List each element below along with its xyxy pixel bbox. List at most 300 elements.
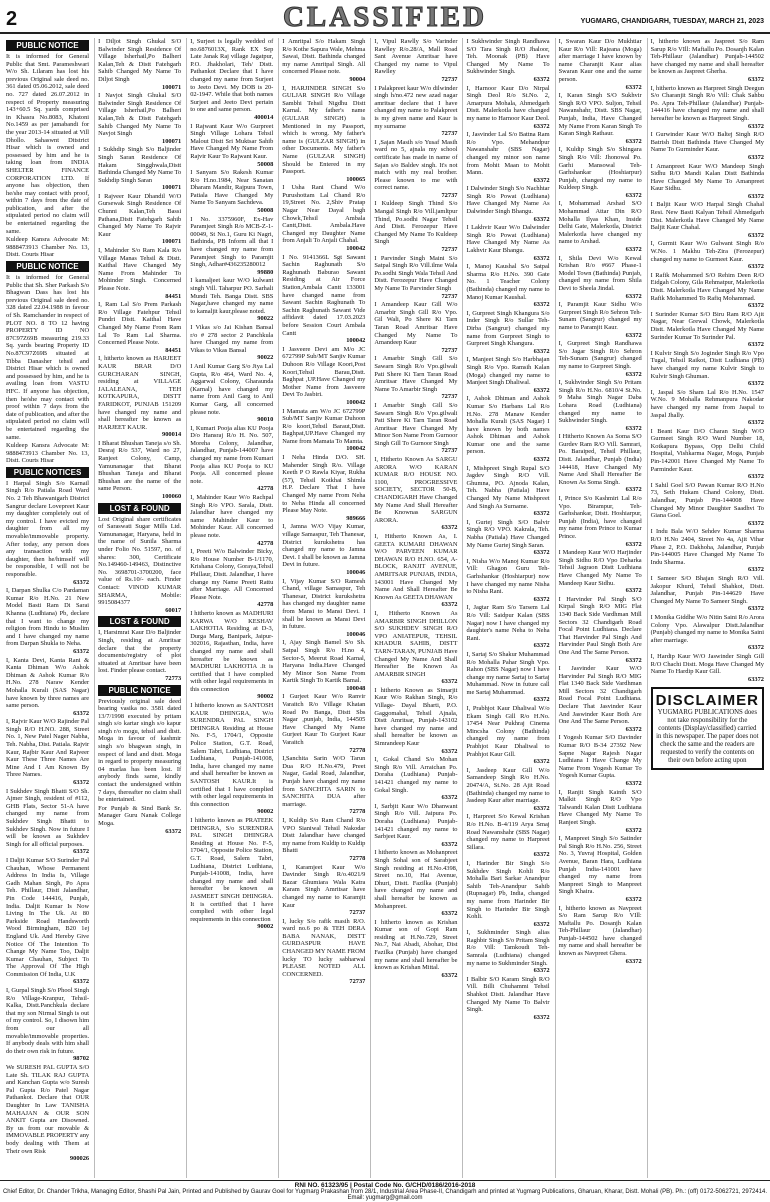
classified-ad — [559, 905, 642, 966]
ad-text: I Parvinder Singh Maini S/o Satpal Singh R/o Vill.ilme Wala Po.sodhi Singh Wala Tehsil And Distt. Ferozepur Have Changed My Name To Parvinder Singh — [374, 254, 458, 292]
column-2 — [94, 38, 181, 1178]
ad-text: I Monika Giddhe W/o Nitin Saini R/o Arora Colony Vpo. Alawalpur Distt.Jalandhar (Punjab) changed my name to Monika Saini after marriage. — [650, 613, 764, 644]
ad-code: 60017 — [165, 606, 182, 614]
classified-ad — [374, 756, 457, 802]
ad-text: I Anil Kumar Garg S/o Jiya Lal Gupta, R/o 464, Ward No. 4, Aggarwal Colony, Gharaunda (Karnal) have changed my name from Anil Garg to Anil Kumar Garg, all concerned please note. — [190, 362, 274, 416]
classified-ad — [282, 639, 365, 692]
column-3 — [186, 38, 273, 1178]
ad-code: 63372 — [533, 176, 550, 184]
imprint-line: Chief Editor, Dr. Chander Trikha, Managing Editor, Shashi Pal Jain, Printed and Published by Gaurav Goel for Yugmarg Prakashan from 28/1, Industrial Area Phase-II, Chandigarh and printed at Yugmarg Publications, Gharuan, Kharar, Distt. Mohali (PB). Ph.: (off) 0172-5062721, 2972414. Email: yugmarg@gmail.com — [2, 1189, 768, 1201]
ad-code: 90002 — [257, 923, 274, 931]
classified-ad — [374, 533, 457, 609]
classified-ad — [651, 528, 764, 574]
ad-text: I, Kumari Pooja alias KU Pooja D/o Hansraj R/o H. No. 507, Moreha Colony, Jalandhar, Jalandhar, Punjab-144007 have changed my name from Kumari Pooja alias KU Pooja to KU Pooja. All concerned please note. — [190, 424, 274, 485]
classified-ad — [651, 85, 764, 131]
ad-text: I Sukhdip Singh S/o Baljinder Singh Saran Residence Of Hakam Singghwala,Distt Bathinda Changed My Name To Sukhdip Singh Saran — [98, 146, 182, 184]
section-heading: PUBLIC NOTICES — [6, 467, 89, 478]
classified-ad — [282, 918, 365, 986]
classified-ad — [466, 263, 549, 309]
ad-text: I hitherto known as SANTOSH KAUR DHINGRA, W/o SURENDRA PAL SINGH DHINGRA Residing at House No. F-5, 1704/1, Opposite Police Station, G.T. Road, Salem Tabri, Ludhiana, District Ludhiana, Punjab-141008, India, have changed my name and shall hereafter be known as SANTOSH KAUR.It is certified that I have complied with other legal requirements in this connection — [190, 702, 274, 808]
classified-ad — [466, 356, 549, 394]
classified-ad — [6, 480, 89, 586]
ad-text: I Sahil Goel S/O Pawan Kumar R/O H.No 73, Seth Hukam Chand Colony, Distt. Jalandhar, Punjab Pin-144008 Have Changed My Minor Daughter Saadhvi To Giana Goel. — [650, 481, 764, 520]
classified-ad — [190, 702, 273, 816]
ad-code: 42778 — [257, 539, 274, 547]
ad-code: 100071 — [162, 184, 182, 192]
ad-code: 63372 — [625, 587, 642, 595]
classified-ad — [466, 131, 549, 184]
ad-code: 63372 — [748, 341, 764, 349]
ad-code: 84451 — [165, 292, 182, 300]
ad-text: It is informed for General Public that Smt. Parameshwari W/o Sh. Lilaram has lost his previous Original sale deed no. 361 dated 05.06.2012, sale deed no. 727 dated 26.07.2012 in respect of Property measuring 143+60.5 Sq. yards comprised in Khasra No.8083, Khatoni No.1459 as per jamabandi for the year 2013-14 situated at Vill Dhollo. Sahaswnt Ditstrict Hisar which is owned and possessed by him and he is taking loan from INDIA SHELTER FINANCE CORPORATION LTD. If anyone has objection, then he/she may contact with proof, within 7 days from the date of publication, and after the stipulated period no claim will be entertained regarding the same. — [6, 53, 90, 235]
ad-code: 63372 — [533, 549, 550, 557]
ad-code: 63372 — [625, 780, 642, 787]
classified-ad — [282, 523, 365, 576]
ad-text: I Mamata am W/o JC 672799P Sub/MT Sanjiv Kumar Duhoon R/o koori,Tehsil Baraut,Distt. Baghpat,UP.Have Changed my Name from Mamata To Mamta. — [282, 407, 366, 445]
classified-ad — [98, 805, 181, 835]
ad-text: I, hitherto known as Navpreet S/o Ram Sarup R/o VIll: Maftallu Po. Dosanjh Kalan Teh-Phillaur (Jalandhar) Punjab-144502 have changed my name and shall hereafter be known as Navpreet Ghera. — [558, 904, 642, 958]
ad-code: 90022 — [257, 354, 274, 362]
classified-ad — [282, 817, 365, 863]
ad-text: I Kuldeep Singh Thind S/o Mangal Singh R/o Vill.jamltpur Thind, Po.sodhi Nagar Tehsil And Distt. Ferozepur Have Changed My Name To Kuldeep Singh — [374, 200, 458, 246]
classified-ad — [98, 146, 181, 192]
ad-text: Lost Original share certificates of Saraswati Sugar Mills Ltd. Yamunanagar, Haryana, held in the name of Sunila Sharma under Folio No. 51597, no. of shares: 300, Certificate No.149460-149463, Distinctive No. 3698701-3700200, face value of Rs.10/- each. Finder Contact: VINOD KUMAR SHARMA, Mobile: 9915084377 — [98, 515, 182, 607]
classified-ad — [282, 864, 365, 917]
ad-code: 72737 — [441, 191, 458, 199]
classified-ad — [466, 465, 549, 518]
ad-code: 63372 — [625, 826, 642, 834]
ad-text: I Hitherto Known As Soma S/O Gurdev Ram R/O Vill. Samrari, Po. Baraiped, Tehsil Phillaur, Distt. Jalandhar, Punjab (India) 144418, Have Changed My Name And Shall Hereafter Be Known As Soma Singh. — [558, 433, 642, 486]
classified-ad — [98, 629, 181, 682]
ad-text: I No. 9141366L Sgt Sawant Sachin Raghunath S/o Raghunath Baburao Sawant Residing at Air Force Station,Ambala Cantt 133001 have changed name from Sawant Sachin Raghunath To Sachin Raghunath Sawant Vide affidavit dated 17.03.2023 before Session Court Ambala Cantt — [282, 253, 366, 337]
ad-code: 99880 — [257, 268, 274, 276]
classified-ad — [559, 200, 642, 253]
classified-ad — [6, 1064, 89, 1163]
classified-ad — [651, 240, 764, 270]
ad-code: 400014 — [254, 113, 274, 121]
classified-ad — [374, 803, 457, 849]
ad-text: I Surinder Kumar S/O Biru Ram R/O Ajit Nagar, Near Grewal Chowk, Malerkotla Distt. Malerkotla Have Changed My Name Surinder Kumar To Surinder Pal. — [650, 310, 764, 341]
ad-text: I Diljot Singh Ghukal S/O Balwinder Singh Residence Of Village Isherhail,Po Balheri Kalan,Teh & Distt Fatehgarh Sahib Changed My Name To Diljot Singh — [98, 38, 182, 83]
ad-text: I Amanpreet Kaur W/O Mandeep Singh Sidhu R/O Mandi Kalan Distt Bathinda Have Changed My Name To Amanpreet Kaur Sidhu. — [650, 162, 764, 193]
ad-text: I hitherto known as MADHURI KARWA W/O KESHAV LAKHOTIA Residing at D-3, Durga Marg, Banipark, Jaipur-302016, Rajasthan, India, have changed my name and shall hereafter be known as MADHURI LAKHOTIA .It is certified that I have complied with other legal requirements in this connection — [190, 609, 274, 693]
ad-code: 900014 — [162, 431, 182, 439]
ad-code: 63372 — [533, 696, 550, 704]
ad-code: 63372 — [625, 656, 642, 664]
ad-code: 84451 — [165, 346, 182, 354]
classified-ad — [651, 350, 764, 388]
ad-text: I, Manjeet Singh S/o Harbhajan Singh R/o Vpo. Ramsih Kalan (Moga) changed my name to Manjeet Singh Dhaliwal. — [466, 356, 550, 387]
ad-text: I Kulvir Singh S/o Joginder Singh R/o Vpo Tugal, Tehsil Raikot, Distt Ludhiana (PB) have changed my name Kulvir Singh to Kulvir Singh Ghuman. — [650, 349, 764, 380]
ad-text: I, Gurmit Kaur W/o Gulwant Singh R/o W.No. 1 Makhu Teh-Zira (Ferozepur) changed my name to Gurmeet Kaur. — [650, 240, 764, 263]
classified-ad — [651, 575, 764, 613]
classified-ad — [374, 200, 457, 253]
ad-code: 42778 — [257, 485, 274, 493]
ad-text: I, Sukhminder Singh alias Raghbir Singh S/o Pritam Singh R/o Vill: Tamkoudi Teh-Samrala (Ludhiana) changed my name to Sukhminder Singh. — [466, 929, 550, 967]
classified-ad — [190, 123, 273, 169]
ad-code: 63372 — [625, 191, 642, 199]
ad-code: 63372 — [625, 331, 642, 339]
ad-text: I Rajwant Kaur W/o Gurpreet Singh Village Lohara Tehsil Malout Distt Sri Muktsar Sahib Have Changed My Name From Rajvir Kaur To Rajwant Kaur. — [190, 122, 274, 160]
section-heading: LOST & FOUND — [98, 616, 181, 627]
classified-ad — [374, 402, 457, 455]
ad-code: 90010 — [257, 416, 274, 424]
ad-code: 100071 — [162, 238, 182, 246]
ad-code: 63372 — [533, 1013, 550, 1021]
ad-code: 90022 — [257, 315, 274, 323]
classified-ad — [466, 519, 549, 557]
classified-ad — [98, 247, 181, 300]
ad-text: I, Jaspal S/o Sham Lal R/o H.No. 1547 W.No. 9 Mohalla Rehmanpura Nakodar have changed my name from Jaspal to Jaspal Jhally. — [650, 388, 764, 419]
ad-code: 100071 — [162, 137, 182, 145]
ad-code: 63372 — [441, 747, 458, 755]
ad-text: I hitherto known as Krishan Kumar son of Gopi Ram residing at H.No.729, Street No.7, Nai Abadi, Abohar, Dist Fazilka (Punjab) have changed my name and shall hereafter be known as Krishan Mittal. — [374, 918, 458, 972]
ad-code: 100042 — [346, 445, 366, 453]
classified-ad — [559, 38, 642, 91]
classified-ad — [466, 767, 549, 813]
ad-text: I, Prabhjot Kaur Dhaliwal W/o Ekam Singh Gill R/o H.No. 17454 Near Pukhraj Cinema Mincsha Colony (Bathinda) changed my name from Prabhjot Kaur Dhaliwal to Prabhjot Kaur Gill. — [466, 705, 550, 758]
classified-ad — [374, 355, 457, 401]
classified-ad — [190, 38, 273, 122]
classified-ad — [374, 301, 457, 354]
ad-code: 72737 — [349, 978, 366, 986]
ad-text: I, Gurpal Singh S/o Phool Singh R/o Village-Kranpur, Tehsil-Kalka, Distt.Panchkula declare that my son Nirmal Singh is out of my control. So, I disown him from our all movable/immovable properties. If anybody deals with him shall do their own risk in future. — [6, 987, 90, 1055]
ad-text: I hitherto Known as Simarjit Kaur W/o Rakhan Singh, R/o Village- Dayal Bharti, P.O. Gaggomahal, Tehsil Ajnala, Distt Amritsar, Punjab-143102 have changed my name and shall hereafter be known as Simrandeep Kaur — [374, 686, 458, 748]
classified-ad — [98, 92, 181, 145]
ad-code: 72773 — [165, 674, 182, 682]
page-number: 2 — [6, 8, 18, 30]
ad-text: Kuldeep Kansra Advocate M: 9888473913 Chamber No. 13, Distt. Courts Hisar — [6, 442, 90, 465]
classified-ad — [374, 456, 457, 532]
ad-text: I, lucky S/o rafik masih R/O. ward no.6 po & TEH DERA BABA NANAK, DISTT GURDASPUR HAVE CHANGED MY NAME FROM lucky TO lucky sabharwal PLEASE NOTED ALL CONCERNED. — [282, 917, 366, 978]
ad-text: I, Preeti W/o Balwinder Bicky, R/o House Number B-1/1170, Krishana Colony, Goraya,Tehsil Phillaur, Distt. Jalandhar, I have change my Name Preeti Rattu after Marriage. All Concerned Please Note. — [190, 548, 274, 601]
ad-code: 63372 — [73, 848, 90, 856]
ad-text: I Jasveere Devi am M/o JC 672799P Sub/MT Sanjiv Kumar Duhoon R/o Village Koori,Post Koori,Tehsil Barau,Distt. Baghpat ,UP.Have Changed my Mother Name from Jasveere Devi To Jasbiri. — [282, 345, 366, 399]
classified-ad — [282, 755, 365, 816]
ad-text: Kuldeep Kansra Advocate M: 9888473913 Chamber No. 13, Distt. Courts Hisar — [6, 236, 90, 259]
ad-code: 63372 — [73, 578, 90, 586]
ad-code: 63372 — [441, 678, 458, 686]
classified-ad — [190, 817, 273, 931]
classified-ad — [651, 311, 764, 349]
classified-columns — [6, 38, 764, 1178]
ad-code: 63372 — [748, 231, 764, 239]
classified-ad — [466, 604, 549, 650]
ad-code: 63372 — [533, 301, 550, 309]
classified-ad — [466, 558, 549, 604]
ad-text: I Sukhwinder Singh Randhawa S/O Tara Singh R/O Jhaloor, Teh. Moonak (PB) Have Changed My Name To Sukhwinder Singh. — [466, 38, 550, 76]
classified-ad — [466, 929, 549, 975]
classified-ad — [466, 813, 549, 859]
ad-code: 100042 — [346, 398, 366, 406]
ad-code: 63372 — [441, 794, 458, 802]
ad-text: I, Vijay Kumar S/O Ramesh Chand, village Samaspur, Teh Thanesar, District kurukshetra has changed my daughter name from Mansi to Mansi Devi. I shall be known as Mansi Devi in future. — [282, 577, 366, 631]
ad-code: 63372 — [748, 75, 764, 83]
ad-code: 72737 — [441, 447, 458, 455]
classified-ad — [374, 38, 457, 84]
classified-ad — [374, 139, 457, 200]
ad-text: I, Gurpreet Singh Khangura S/o Inder Singh R/o Sullar Teh-Dirba (Sangrur) changed my name from Gurpreet Singh to Gurpreet Singh Khangura. — [466, 309, 550, 348]
classified-ad — [190, 548, 273, 609]
ad-code: 72778 — [349, 746, 366, 754]
ad-code: 63372 — [533, 804, 550, 812]
classified-ad — [190, 425, 273, 493]
classified-ad — [466, 185, 549, 223]
ad-code: 63372 — [73, 709, 90, 717]
ad-code: 63372 — [533, 456, 550, 464]
ad-code: 63372 — [533, 347, 550, 355]
classified-ad — [559, 92, 642, 145]
classified-ad — [651, 653, 764, 683]
ad-code: 63372 — [625, 370, 642, 378]
classified-ad — [98, 301, 181, 354]
ad-text: We SURESH PAL GUPTA S/O Late Sh. TILAK RAJ GUPTA and Kanchan Gupta w/o Suresh Pal Gupta R/o Patel Nagar Pathankot. Declare that OUR Daughter In Law TANISHA MAHAJAN & OUR SON ANKIT Gupta are Disowned. By us from our movable & IMMOVABLE PROPERTY any body dealing with Them at Their own Risk — [6, 1064, 90, 1155]
ad-text: I kamaljeet kaur W/O kulwant singh Vill. Taharpur PO. Sarhali Mundi Teh. Banga Distt. SBS Nagar,have changed my name to kamaljit kaur,please noted. — [190, 277, 274, 315]
ad-code: 63372 — [533, 920, 550, 928]
classified-ad — [6, 788, 89, 856]
ad-text: I Neha Hinda D/O. SH. Mahender Singh R/o. Village Keeth P O Rawla Kiyar, Rukha (57), Tehsil Kotkhai Shimla H.P. Declare That I have Changed My name From Neha to Neha Hinda all concerned Please May Note. — [282, 454, 366, 515]
ad-text: I, Rajvir Kaur W/O Rajinder Pal Singh R/O H.NO. 288, Street No. 1, New Patel Nager Nabha, Teh. Nabha, Dist. Patiala. Rajvir Kaur, Rajbir Kaur And Rajveer Kaur These Three Names Are Mine And I Am Known By Three Names. — [6, 718, 90, 779]
ad-code: 63372 — [748, 644, 764, 652]
ad-text: I, Manpreet Singh S/o Satinder Pal Singh R/o H.No. 256, Street No. 3, Yuvraj Hospital, Golden Avenue, Baran Hara, Ludhiana Punjab India-141001 have changed my name from Manpreet Singh to Manpreet Singh Khaira. — [558, 835, 642, 896]
ad-code: 63372 — [533, 967, 550, 975]
rni-line: RNI NO. 61323/95 | Postal Code No. G/CHD/0186/2016-2018 — [294, 1182, 476, 1189]
ad-text: I, Sartaj S/o Shakur Muhammad R/o Mohalla Pahar Singh Vpo. Rahon (SBS Nagar) now I have change my name Sartaj to Sartaj Muhammad. Now in future call me Sartaj Muhammad. — [466, 650, 550, 696]
classified-ad — [559, 255, 642, 301]
ad-code: 100046 — [346, 568, 366, 576]
ad-code: 63372 — [625, 424, 642, 432]
classified-ad — [190, 169, 273, 215]
ad-code: 63372 — [748, 605, 764, 613]
classified-ad — [374, 610, 457, 686]
classified-ad — [282, 693, 365, 754]
classified-ad — [6, 857, 89, 986]
ad-text: I, Karan Singh S/O Sukhvir Singh R/O VPO. Suljon, Tehsil Nawanshahr, Distt. SBS Nagar, Punjab, India, Have Changed My Name From Karan Singh To Karan Singh Rathaur. — [558, 92, 642, 138]
ad-text: I, Paramjit Kaur Sidhu W/o Gurpreet Singh R/o Sehron Teh-Sunam (Sangrur) changed my name to Paramjit Kaur. — [558, 301, 642, 331]
column-7 — [555, 38, 642, 1178]
classified-ad — [651, 614, 764, 652]
ad-text: I hitherto known as PRATEEK DHINGRA, S/o SURENDRA PAL SINGH DHINGRA Residing at House No. F-5, 1704/1, Opposite Police Station, G.T. Road, Salem Tabri, Ludhiana, District Ludhiana, Punjab-141008, India, have changed my name and shall hereafter be known as JASMEET SINGH DHINGRA. It is certified that I have complied with other legal requirements in this connection — [190, 816, 274, 923]
ad-text: I, Mahinder Kaur W/o Rachpal Singh R/o VPO. Sarala, Distt. Jalandhar have changed my name Mahinder Kaur to Mohinder Kaur. All concerned please note. — [190, 494, 274, 539]
ad-code: 63372 — [441, 601, 458, 609]
classified-ad — [466, 38, 549, 84]
classified-ad — [466, 651, 549, 704]
ad-code: 63372 — [748, 153, 764, 161]
classified-ad — [282, 254, 365, 345]
classified-ad — [651, 428, 764, 481]
page-footer — [0, 1180, 770, 1202]
ad-code: 63372 — [625, 486, 642, 494]
classified-ad — [6, 987, 89, 1063]
ad-text: I ,Sajan Masih s/o Yusaf Masih ward no 5, ajnala my school certificate has made in name of Sajan s/o Baldev singh. It's not match with my real brother. Please known to me with correct name. — [374, 138, 458, 192]
ad-code: 63372 — [625, 137, 642, 145]
ad-text: I, hitherto known as HARJEET KAUR BRAR D/O GURCHARAN SINGH, residing at VILLAGE JALALEANA, TEH KOTKAPURA, DISTT FARIDKOT, PUNJAB 151209 have changed my name and shall hereafter be known as HARJEET KAUR. — [98, 355, 182, 431]
classified-ad — [6, 274, 89, 441]
classified-ad — [190, 610, 273, 701]
ad-text: I Indu Bala W/O Sehdev Kumar Sharma R/O H.No 2404, Street No 4a, Ajit Vihar Phase 2, P.O. Dakhoha, Jalandhar, Punjab Pin-144005 Have Changed My Name To Indu Sharma. — [650, 528, 764, 566]
dateline: YUGMARG, CHANDIGARH, TUESDAY, MARCH 21, 2023 — [580, 18, 764, 25]
ad-code: 63372 — [533, 215, 550, 223]
ad-code: 72737 — [441, 130, 458, 138]
classified-ad — [559, 379, 642, 432]
classified-ad — [466, 395, 549, 463]
ad-text: I Gurjeet Kaur W/o Ranvir Varaitch R/o Village Khatan Road Po Banga, Distt Sbs Nagar ,punjab, India, 144505 Have Changed My Name Gurjeet Kaur To Gurjeet Kaur Varaitch — [282, 693, 366, 747]
ad-code: 63372 — [533, 851, 550, 859]
classified-ad — [6, 587, 89, 655]
ad-text: I Amarbir Singh Gill S/o Sawarn Singh R/o Vpo.gilwali Pati Shere Ki Tarn Taran Road Amritsar Have Changed My Minor Son Name From Gurnoor Singh Gill To Gurnoor Singh — [374, 401, 458, 447]
ad-text: I Dalwinder Singh S/o Nachhtar Singh R/o Powat (Ludhiana) Have Changed My Name As Dalwinder Singh Bhangu. — [466, 185, 550, 216]
column-5 — [370, 38, 457, 1178]
ad-code: 63372 — [625, 725, 642, 733]
classified-ad — [98, 440, 181, 501]
classified-ad — [651, 131, 764, 161]
ad-code: 63372 — [748, 566, 764, 574]
classified-ad — [559, 433, 642, 494]
ad-code: 63372 — [748, 419, 764, 427]
ad-text: I, Hitherto Known As, I. GEETA KUMARI DHAWAN W/O PARVEEN KUMAR DHAWAN R/O H.NO. 654, A-BLOCK, RANJIT AVENUE, AMRITSAR PUNJAB, INDIA, 143001 Have Changed My Name And Shall Hereafter Be Known As GEETA DHAWAN — [374, 533, 458, 601]
ad-code: 63372 — [441, 524, 458, 532]
classified-ad — [559, 665, 642, 733]
ad-code: 989666 — [346, 514, 366, 522]
ad-code: 63372 — [73, 779, 90, 787]
classified-ad — [559, 835, 642, 903]
ad-text: I, Jagtar Ram S/o Tarsem Lal R/o Vill: Saidpur Kalan (SBS Nagar) now I have changed my daughter's name Neha to Neha Rani. — [466, 604, 550, 642]
classified-ad — [282, 578, 365, 639]
classified-ad — [6, 53, 89, 235]
ad-text: I, Kuldip S/o Ram Chand R/o VPO Sianiwal Tehsil Nakodar Distt Jalandhar have changed my name from Kuldip to Kuldip Bhatti — [282, 816, 366, 855]
classified-ad — [98, 355, 181, 439]
ad-code: 63372 — [748, 473, 764, 481]
ad-text: I Mandeep Kaur W/O Harjinder Singh Sidhu R/O Vpo Deharka Tehsil Jagraon Distt Ludhiana Have Changed My Name To Mandeep Kaur Sidhu. — [558, 549, 642, 587]
classified-ad — [374, 687, 457, 755]
ad-text: I Rafik Mohammed S/O Rehim Deen R/O Eidgah Colony, Gila Rehmatpur, Malerkotla Distt. Malerkotla Have Changed My Name Rafik Mohammed To Rafiq Mohammad. — [650, 271, 764, 302]
ad-text: I Amandeep Kaur Gill W/o Amarbir Singh Gill R/o Vpo. Gil Wali, Po Shere Ki Tarn Taran Road Amritsar Have Changed My Name To Amandeep Kaur — [374, 301, 458, 347]
section-heading: PUBLIC NOTICE — [98, 685, 181, 696]
ad-text: I, Sarbjit Kaur W/o Dhanwant Singh R/o Vill. Jaipura Po. Doraha (Ludhiana) Punjab-141421 changed my name to Sarbjeet Kaur. — [374, 802, 458, 841]
ad-text: I Harpal Singh S/o Karnail Singh R/o Patiala Road Ward No. 2 Teh Bhawanigarh District Sangrur declare Lovepreet Kaur my daughter completely out of my control. I have evicted my daughter from all my movable/immovable property. After today, any person does any transaction with my daughter, then he/himself will be responsible, I will not be responsible. — [6, 479, 90, 578]
column-4 — [278, 38, 365, 1178]
ad-text: For Punjab & Sind Bank Sr. Manager Guru Nanak College Moga. — [98, 804, 182, 827]
classified-ad — [190, 363, 273, 424]
ad-code: 63372 — [748, 263, 764, 271]
classified-ad — [651, 163, 764, 201]
classified-ad — [466, 705, 549, 766]
ad-text: I, Harinder Bir Singh S/o Sukhdev Singh Kohli R/o Mohalla Bari Sarkar Anandpur Sahib Teh-Anandpur Sahib (Rupnagar) Pb, India, changed my name from Harinder Bir Singh to Harinder Bir Singh Kohli. — [466, 859, 550, 921]
ad-code: 72737 — [441, 246, 458, 254]
ad-code: 63372 — [533, 254, 550, 262]
ad-text: I Usha Rani Chand W/o Purushottam Lal Chand R/o 19,Street No. 2,Shiv Pratap Nagar Near Dayal bagh Chowk,Tehsil Ambala Cantt,Distt. Ambala.Have Changed my Daughter Name from Anjali To Anjali Chahal. — [282, 184, 366, 245]
ad-code: 72737 — [441, 393, 458, 401]
ad-text: I, Jamna W/O Vijay Kumar, village Samaspur, Teh Thanesar, District kurukshetra has changed my name to Jamna Devi. I shall be known as Jamna Devi in future. — [282, 523, 366, 569]
section-heading: PUBLIC NOTICE — [6, 40, 89, 51]
classified-ad — [98, 193, 181, 246]
ad-code: 63372 — [625, 83, 642, 91]
ad-code: 63372 — [441, 910, 458, 918]
ad-text: I, Vipul Rawlly S/o Varinder Rawlley R/o.28/A, Mall Road Sant Avenue Amritsar have Changed my name to Vipul Rawlley — [374, 38, 458, 76]
ad-text: I Jasvinder Kaur W/O Harvinder Pal Singh R/O MIG Flat 1340 Back Side Vardhman Mill Sectors 32 Chandigarh Road Focal Point Ludhiana. Declare That Jasvinder Kaur And Jaswinder Kaur Both Are One And The Same Person. — [558, 665, 642, 726]
ad-code: 90002 — [257, 693, 274, 701]
ad-text: I Bharat Bhushan Taneja s/o Sh. Desraj R/o 537, Ward no 27, Ranjeet Colony, Camp, Yamunanagar that Bharat Bhushan Taneja and Bharat Bhushan are the name of the same Person. — [98, 439, 182, 493]
ad-code: 63372 — [73, 647, 90, 655]
ad-code: 72737 — [441, 346, 458, 354]
ad-text: I Amarbir Singh Gill S/o Sawarn Singh R/o Vpo.gilwali Pati Shere Ki Tarn Taran Road Amritsar Have Changed My Name To Amarbir Singh — [374, 355, 458, 393]
ad-code: 63372 — [625, 246, 642, 254]
classified-ad — [282, 85, 365, 184]
classified-ad — [651, 482, 764, 528]
ad-text: I, HARJINDER SINGH S/o GULJAR SINGH R/o Village Sambhi Tehsil Nigdhu Distt Karnal. My father's name (GULJAR SINGH) is Mentioned in my Passport, which is wrong. My father's name is (GULZAR SINGH) in other Documents. My father's Name (GULZAR SINGH) Should be Entered in my Passport. — [282, 84, 366, 176]
ad-code: 63372 — [73, 978, 90, 986]
ad-text: I, Jasvinder Lal S/o Battna Ram R/o Vpo. Mehandpur Nawanshahr (SBS Nagar) changed my minor son name from Mohit Maan to Mohit Mann. — [466, 131, 550, 177]
ad-code: 100071 — [162, 83, 182, 91]
classified-ad — [374, 849, 457, 917]
classified-ad — [282, 408, 365, 454]
ad-text: I, Harpreet S/o Kewal Krishan R/o H.No. B-4/119 Arya Smaj Road Nawanshahr (SBS Nagar) changed my name to Harpreet Sillara. — [466, 813, 550, 851]
ad-text: I Vikas s/o Jai Kishan Bansal r/o # 278 sector 2 Panchkula have Changed my name from Vikas to Vikas Bansal — [190, 323, 274, 354]
ad-text: I Navjot Singh Ghukal S/O Balwinder Singh Residence Of Village Isherhail,Po Balheri Kalan,Teh & Distt Fatehgarh Sahib Changed My Name To Navjot Singh — [98, 92, 182, 138]
ad-text: I, Mohammad Arshad S/O Mohammad Attar Din R/O Mohalla Ilyas Khan, Inside Delhi Gate, Malerkotla, District Malerkotla have changed my name to Arshad. — [558, 200, 642, 246]
ad-text: I, Swaran Kaur D/o Mukhtiar Kaur R/o Vill: Rajeana (Moga) after marriage I have known by name Charanjit Kaur alias Swaran Kaur one and the same person. — [558, 38, 642, 83]
ad-text: I, Kanta Devi, Kanta Rani & Kanta Dhiman W/o Ashok Dhiman & Ashok Kumar R/o H.No. 278 Naraw Kender Mohalla Kurali (SAS Nagar) have known by three names are same person. — [6, 656, 90, 710]
classified-ad — [466, 976, 549, 1022]
classified-ad — [6, 442, 89, 465]
ad-text: I Yogesh Kumar S/O Davinder Kumar R/O B-34 27392 New Sapne Nagar Rajesh Nagar Ludhiana I Have Change My Name From Yogesh Kumar To Yogesh Kumar Gupta. — [558, 734, 642, 780]
ad-code: 63372 — [165, 827, 182, 835]
ad-code: 63372 — [533, 595, 550, 603]
classified-ad — [282, 184, 365, 252]
ad-code: 63372 — [625, 895, 642, 903]
ad-text: I Amritpal S/o Hakam Singh R/o Kothe Sapura Wale, Mehma Sawai, Distt. Bathinda changed my name Amritpal Singh. All concerned Please note. — [282, 38, 366, 76]
classified-ad — [374, 255, 457, 301]
ad-code: 63372 — [441, 971, 458, 979]
ad-text: I, Shila Devi W/o Kewal Krishan R/o #667 Phase-1 Model Town (Bathinda) Punjab, changed my name from Shila Devi to Sheela Jindal. — [558, 254, 642, 292]
ad-text: I, Mahinder S/o Ram Kala R/o Village Manas Tehsil & Distt. Kaithal Have Changed My Name From Mahinder To Mohinder Singh. Concerned Please Note. — [98, 247, 182, 292]
classified-ad — [190, 494, 273, 547]
classified-ad — [559, 549, 642, 595]
ad-code: 900026 — [69, 1155, 90, 1163]
classified-ad — [374, 919, 457, 980]
disclaimer-box — [651, 687, 764, 770]
ad-text: I, Nisha W/o Manoj Kumar R/o Vill: Ghagon Guru Teh-Garhshankar (Hoshiarpur) now I have changed my name Nisha to Nisha Rani. — [466, 557, 550, 596]
ad-code: 90004 — [349, 75, 366, 83]
ad-text: I Beant Kaur D/O Charan Singh W/O Gurmeet Singh R/O Ward Number 18, Kotkapura Bypass, Opp Delhi Child Hospital, Vishkarma Nagar, Moga, Punjab Pin-142001 Have Changed My Name To Parminder Kaur. — [650, 427, 764, 473]
classified-ad — [559, 340, 642, 378]
classified-ad — [559, 301, 642, 339]
classified-ad — [559, 146, 642, 199]
ad-code: 72778 — [349, 854, 366, 862]
ad-code: 100046 — [346, 630, 366, 638]
ad-code: 63372 — [533, 758, 550, 766]
classified-ad — [282, 38, 365, 84]
ad-text: I, Ram Lal S/o Prem Parkash R/o Village Fatehpur Tehsil Pundri Distt. Kaithal Have Changed My Name From Ram Lal To Ram Lal Sharma. Concerned Please Note. — [98, 301, 182, 347]
ad-code: 100065 — [346, 175, 366, 183]
ad-text: I,Sanchita Sarin W/O Tarun Dua R/O H.No.479, Preet Nagar, Gadal Road, Jalandhar, Punjab have changed my name from SANCHITA SARIN to SANCHITA DUA after marriage. — [282, 755, 366, 808]
ad-text: I Rajveer Kaur Dhandil W/O Gursewak Singh Residence Of Chunni Kalan,Teh Bassi Pathana,Distt Fatehgarh Sahib Changed My Name To Rajvir Kaur — [98, 192, 182, 238]
ad-text: I hitherto known as Mohanpreet Singh Sohal son of Sarabjeet Singh residing at H.No.4398, Street no.10, Hai Avenue, Dhuri, Distt. Fazilka (Punjab) have changed my name and shall hereafter be known as Mohanpreet. — [374, 849, 458, 910]
classified-ad — [6, 236, 89, 259]
classified-ad — [6, 657, 89, 718]
ad-text: I, hitherto known as Jaspreet S/o Ram Sarup R/o VIll: Maftallu Po. Dosanjh Kalan Teh-Phillaur (Jalandhar) Punjab-144502 have changed my name and shall hereafter be known as Jaspreet Gherha. — [650, 38, 764, 76]
classified-ad — [98, 38, 181, 91]
ad-text: I, Jasdeep Kaur Gill W/o Samandeep Singh R/o H.No. 20474/A, St.No. 28 Ajit Road (Bathinda) changed my name to Jasdeep Kaur after marriage. — [466, 766, 550, 805]
ad-code: 100042 — [346, 337, 366, 345]
ad-code: 63372 — [748, 122, 764, 130]
classified-ad — [190, 277, 273, 323]
ad-code: 100060 — [162, 493, 182, 501]
ad-text: I, Darpan Shulka C/o Pardaman Kumar R/o H.No. 21 New Model Basti Ram Di Sarai Khanna (Ludhiana) Pb, declare that I want to change my religion from Hindu to Muslim and I have changed my name from Darpan Shukla to Neha. — [6, 587, 90, 648]
ad-text: I Baljit Kaur W/O Harpal Singh Chahal Resi. New Basti Kalyan Tehsil Ahmedgarh Dist. Malerkotla Have Changed My Name Baljit Kaur Chahal. — [650, 201, 764, 232]
ad-text: I, Prince S/o Kashmiri Lal R/o Vpo. Birampur, Teh-Garhshankar, Distt. Hoshiarpur, Punjab (India), have changed my name from Prince to Kumar Prince. — [558, 495, 642, 540]
classified-ad — [559, 596, 642, 664]
